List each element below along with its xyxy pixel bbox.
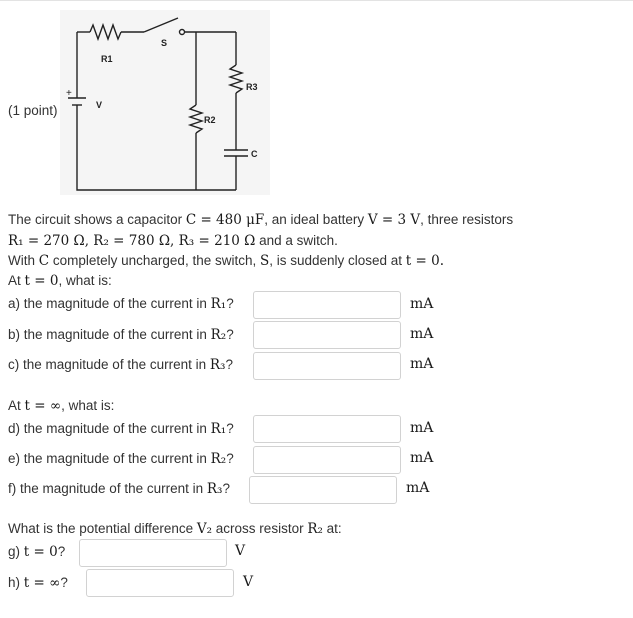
question-text: ? [226, 421, 234, 436]
capacitance-value: C = 480 μF [185, 212, 265, 228]
answer-input-f[interactable] [249, 476, 397, 504]
problem-text: across resistor [212, 521, 308, 536]
question-text: ? [60, 575, 68, 590]
question-text: ? [226, 296, 234, 311]
question-text: g) [8, 544, 24, 559]
math-symbol: V₂ [196, 521, 213, 537]
answer-input-b[interactable] [253, 321, 401, 349]
resistor-values: R₁ = 270 Ω, R₂ = 780 Ω, R₃ = 210 Ω [8, 233, 256, 249]
math-symbol: t = 0. [405, 253, 444, 269]
math-symbol: R₁ [210, 421, 227, 437]
unit-label-c: mA [410, 356, 434, 372]
question-f [8, 481, 230, 497]
problem-text: and a switch. [255, 233, 338, 248]
problem-text: , what is: [58, 273, 112, 288]
switch-contact [180, 30, 185, 35]
question-g [8, 544, 65, 560]
answer-input-d[interactable] [253, 415, 401, 443]
math-symbol: R₃ [209, 357, 226, 373]
problem-text: , an ideal battery [264, 212, 368, 227]
points-label: (1 point) [8, 103, 58, 118]
unit-label-h: V [243, 574, 254, 590]
problem-text: , what is: [61, 398, 115, 413]
unit-label-a: mA [410, 296, 434, 312]
label-r1: R1 [101, 54, 113, 64]
label-r3: R3 [246, 82, 258, 92]
top-divider [0, 0, 633, 1]
answer-input-h[interactable] [86, 569, 234, 597]
problem-text: What is the potential difference [8, 521, 197, 536]
question-text: a) the magnitude of the current in [8, 296, 211, 311]
question-a [8, 296, 234, 312]
problem-line-6 [8, 521, 342, 537]
question-c [8, 357, 233, 373]
question-text: e) the magnitude of the current in [8, 451, 211, 466]
answer-input-c[interactable] [253, 352, 401, 380]
voltage-value: V = 3 V [367, 212, 421, 228]
math-symbol: t = ∞ [24, 398, 62, 414]
label-v: V [96, 100, 103, 110]
problem-text: , three resistors [420, 212, 514, 227]
math-symbol: R₂ [210, 451, 227, 467]
question-text: ? [226, 451, 234, 466]
problem-text: , is suddenly closed at [269, 253, 406, 268]
question-text: f) the magnitude of the current in [8, 481, 207, 496]
question-e [8, 451, 234, 467]
label-c: C [251, 149, 258, 159]
question-text: ? [57, 544, 66, 559]
math-symbol: R₂ [210, 327, 227, 343]
answer-input-a[interactable] [253, 291, 401, 319]
answer-input-g[interactable] [79, 539, 227, 567]
unit-label-g: V [235, 543, 246, 559]
question-text: ? [226, 327, 234, 342]
question-text: b) the magnitude of the current in [8, 327, 211, 342]
math-symbol: C [38, 253, 50, 269]
problem-text: At [8, 398, 25, 413]
math-symbol: t = 0 [24, 273, 59, 289]
unit-label-f: mA [406, 480, 430, 496]
label-s: S [161, 38, 168, 48]
answer-input-e[interactable] [253, 446, 401, 474]
question-text: ? [222, 481, 230, 496]
unit-label-d: mA [410, 420, 434, 436]
question-h [8, 575, 68, 591]
math-symbol: t = 0 [23, 544, 58, 560]
question-text: ? [225, 357, 233, 372]
label-plus: + [66, 88, 72, 99]
question-d [8, 421, 234, 437]
math-symbol: R₂ [307, 521, 323, 537]
problem-line-3 [8, 253, 444, 269]
math-symbol: S [259, 253, 270, 269]
question-b [8, 327, 234, 343]
math-symbol: R₁ [210, 296, 227, 312]
label-r2: R2 [204, 115, 216, 125]
problem-line-5 [8, 398, 114, 414]
unit-label-b: mA [410, 326, 434, 342]
problem-line-4 [8, 273, 112, 289]
question-text: c) the magnitude of the current in [8, 357, 210, 372]
question-text: d) the magnitude of the current in [8, 421, 211, 436]
question-text: h) [8, 575, 24, 590]
circuit-diagram [60, 10, 270, 195]
problem-text: With [8, 253, 39, 268]
unit-label-e: mA [410, 450, 434, 466]
problem-text: at: [322, 521, 342, 536]
problem-text: completely uncharged, the switch, [49, 253, 260, 268]
math-symbol: t = ∞ [23, 575, 61, 591]
problem-line-1 [8, 212, 513, 228]
problem-line-2 [8, 233, 338, 249]
problem-text: The circuit shows a capacitor [8, 212, 186, 227]
math-symbol: R₃ [206, 481, 223, 497]
problem-text: At [8, 273, 25, 288]
